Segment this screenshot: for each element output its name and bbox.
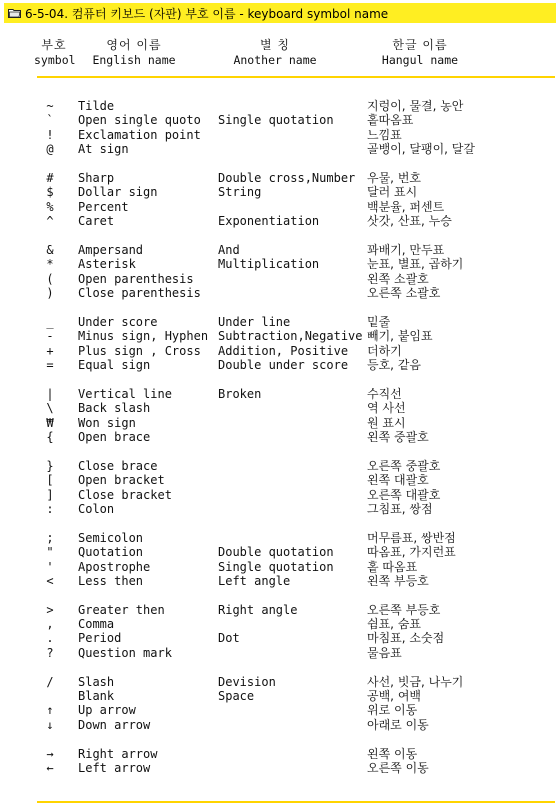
another-name-cell: Dot [218, 631, 240, 646]
symbol-cell: & [46, 242, 54, 257]
english-name-cell: Under score [78, 314, 158, 329]
english-name-cell: Close brace [78, 458, 158, 473]
hangul-name-cell: 오른쪽 소괄호 [367, 286, 441, 301]
another-name-cell: Addition, Positive [218, 343, 349, 358]
hangul-name-cell: 위로 이동 [367, 703, 418, 718]
hangul-name-cell: 오른쪽 부등호 [367, 602, 441, 617]
symbol-cell: ( [46, 271, 54, 286]
symbol-cell: / [46, 674, 54, 689]
hangul-name-cell: 느낌표 [367, 127, 402, 142]
hangul-name-cell: 왼쪽 이동 [367, 746, 418, 761]
header-hangul [370, 38, 470, 68]
table-row [0, 200, 560, 214]
english-name-cell: Semicolon [78, 530, 144, 545]
english-name-cell: Down arrow [78, 717, 151, 732]
hangul-name-cell: 수직선 [367, 386, 402, 401]
hangul-name-cell: 더하기 [367, 343, 402, 358]
table-row [0, 488, 560, 502]
symbol-cell: . [46, 631, 54, 646]
hangul-name-cell: 오른쪽 중괄호 [367, 458, 441, 473]
symbol-cell: [ [46, 473, 54, 488]
symbol-cell: ] [46, 487, 54, 502]
symbol-group [0, 171, 560, 229]
symbol-cell: ↑ [46, 703, 54, 718]
english-name-cell: Blank [78, 689, 115, 704]
another-name-cell: Left angle [218, 573, 291, 588]
header-symbol [34, 38, 74, 68]
symbol-cell: → [46, 746, 54, 761]
symbol-cell: * [46, 257, 54, 272]
table-row [0, 329, 560, 343]
symbol-group [0, 387, 560, 445]
table-row [0, 747, 560, 761]
another-name-cell: Double quotation [218, 545, 334, 560]
another-name-cell: Right angle [218, 602, 298, 617]
hangul-name-cell: 달러 표시 [367, 185, 418, 200]
table-row [0, 128, 560, 142]
english-name-cell: Slash [78, 674, 115, 689]
table-row [0, 142, 560, 156]
another-name-cell: Single quotation [218, 559, 334, 574]
english-name-cell: Won sign [78, 415, 136, 430]
english-name-cell: Apostrophe [78, 559, 151, 574]
another-name-cell: Exponentiation [218, 214, 320, 229]
english-name-cell: Ampersand [78, 242, 144, 257]
symbol-cell: @ [46, 142, 54, 157]
hangul-name-cell: 오른쪽 대괄호 [367, 487, 441, 502]
table-row [0, 502, 560, 516]
symbol-cell: ! [46, 127, 54, 142]
symbol-group [0, 531, 560, 589]
hangul-name-cell: 삿갓, 산표, 누승 [367, 214, 452, 229]
symbol-cell: - [46, 329, 54, 344]
symbol-group [0, 603, 560, 661]
symbol-group [0, 675, 560, 733]
english-name-cell: Open parenthesis [78, 271, 194, 286]
english-name-cell: Comma [78, 617, 115, 632]
another-name-cell: Devision [218, 674, 276, 689]
table-row [0, 718, 560, 732]
hangul-name-cell: 쉼표, 숨표 [367, 617, 421, 632]
folder-icon [8, 8, 21, 18]
symbol-cell: _ [46, 314, 54, 329]
symbol-cell: ₩ [46, 415, 54, 430]
hangul-name-cell: 밑줄 [367, 314, 391, 329]
another-name-cell: Double cross,Number [218, 170, 356, 185]
table-row [0, 171, 560, 185]
another-name-cell: Double under score [218, 358, 349, 373]
english-name-cell: Vertical line [78, 386, 172, 401]
table-row [0, 703, 560, 717]
hangul-name-cell: 왼쪽 대괄호 [367, 473, 429, 488]
hangul-name-cell: 머무름표, 쌍반점 [367, 530, 456, 545]
page-title: 6-5-04. 컴퓨터 키보드 (자판) 부호 이름 - keyboard symbol name [25, 6, 389, 21]
english-name-cell: Up arrow [78, 703, 136, 718]
symbol-cell: > [46, 602, 54, 617]
table-row [0, 574, 560, 588]
hangul-name-cell: 그침표, 쌍점 [367, 501, 433, 516]
symbol-group [0, 315, 560, 373]
another-name-cell: Under line [218, 314, 291, 329]
hangul-name-cell: 오른쪽 이동 [367, 760, 429, 775]
table-row [0, 272, 560, 286]
symbol-cell: ? [46, 645, 54, 660]
header-divider [37, 76, 555, 78]
hangul-name-cell: 홑 따옴표 [367, 559, 418, 574]
table-row [0, 430, 560, 444]
table-row [0, 617, 560, 631]
symbol-cell: ; [46, 530, 54, 545]
another-name-cell: Subtraction,Negative [218, 329, 363, 344]
hangul-name-cell: 지렁이, 물결, 농안 [367, 99, 464, 113]
symbol-cell: $ [46, 185, 54, 200]
symbol-cell: ^ [46, 214, 54, 229]
symbol-cell: : [46, 501, 54, 516]
table-row [0, 358, 560, 372]
symbol-cell: ← [46, 760, 54, 775]
english-name-cell: Dollar sign [78, 185, 158, 200]
table-row [0, 99, 560, 113]
table-row [0, 631, 560, 645]
header-english [84, 38, 184, 68]
hangul-name-cell: 홑따옴표 [367, 113, 414, 128]
english-name-cell: Percent [78, 199, 129, 214]
another-name-cell: Space [218, 689, 255, 704]
english-name-cell: Quotation [78, 545, 144, 560]
table-row [0, 401, 560, 415]
table-row [0, 257, 560, 271]
english-name-cell: Close parenthesis [78, 286, 201, 301]
hangul-name-cell: 마침표, 소숫점 [367, 631, 445, 646]
table-row [0, 344, 560, 358]
table-row [0, 473, 560, 487]
english-name-cell: Minus sign, Hyphen [78, 329, 209, 344]
hangul-name-cell: 꽈배기, 만두표 [367, 242, 445, 257]
symbol-group [0, 459, 560, 517]
table-row [0, 675, 560, 689]
header-english-en: English name [92, 53, 176, 67]
symbol-cell: ` [46, 113, 54, 128]
english-name-cell: Open brace [78, 429, 151, 444]
hangul-name-cell: 왼쪽 중괄호 [367, 429, 429, 444]
hangul-name-cell: 왼쪽 부등호 [367, 573, 429, 588]
symbol-cell: ' [46, 559, 54, 574]
table-row [0, 315, 560, 329]
symbol-cell: = [46, 358, 54, 373]
table-row [0, 243, 560, 257]
header-english-ko: 영어 이름 [106, 38, 162, 52]
english-name-cell: Open bracket [78, 473, 165, 488]
table-row [0, 531, 560, 545]
table-row [0, 689, 560, 703]
hangul-name-cell: 사선, 빗금, 나누기 [367, 674, 464, 689]
symbol-cell: # [46, 170, 54, 185]
english-name-cell: Left arrow [78, 760, 151, 775]
english-name-cell: Colon [78, 501, 115, 516]
english-name-cell: Sharp [78, 170, 115, 185]
hangul-name-cell: 우물, 번호 [367, 170, 421, 185]
header-another-en: Another name [233, 53, 317, 67]
table-row [0, 545, 560, 559]
table-row [0, 416, 560, 430]
header-another-ko: 별 칭 [260, 38, 290, 52]
hangul-name-cell: 따옴표, 가지런표 [367, 545, 456, 560]
hangul-name-cell: 물음표 [367, 645, 402, 660]
symbol-cell: ) [46, 286, 54, 301]
table-row [0, 603, 560, 617]
hangul-name-cell: 골뱅이, 달팽이, 달갈 [367, 142, 475, 157]
table-row [0, 113, 560, 127]
english-name-cell: Open single quoto [78, 113, 201, 128]
english-name-cell: Equal sign [78, 358, 151, 373]
symbol-cell: " [46, 545, 54, 560]
hangul-name-cell: 백분율, 퍼센트 [367, 199, 445, 214]
symbol-cell: ~ [46, 99, 54, 113]
english-name-cell: Period [78, 631, 122, 646]
table-row [0, 286, 560, 300]
symbol-cell: , [46, 617, 54, 632]
another-name-cell: Single quotation [218, 113, 334, 128]
english-name-cell: Asterisk [78, 257, 136, 272]
hangul-name-cell: 공백, 여백 [367, 689, 421, 704]
table-row [0, 214, 560, 228]
footer-divider [37, 801, 555, 803]
hangul-name-cell: 왼쪽 소괄호 [367, 271, 429, 286]
english-name-cell: Greater then [78, 602, 165, 617]
table-row [0, 459, 560, 473]
symbol-cell: ↓ [46, 717, 54, 732]
header-symbol-ko: 부호 [41, 38, 67, 52]
english-name-cell: Close bracket [78, 487, 172, 502]
header-hangul-en: Hangul name [381, 53, 459, 67]
symbol-table [0, 99, 560, 790]
english-name-cell: Caret [78, 214, 115, 229]
table-row [0, 761, 560, 775]
english-name-cell: Exclamation point [78, 127, 201, 142]
english-name-cell: Right arrow [78, 746, 158, 761]
english-name-cell: Less then [78, 573, 144, 588]
english-name-cell: Question mark [78, 645, 172, 660]
english-name-cell: At sign [78, 142, 129, 157]
hangul-name-cell: 아래로 이동 [367, 717, 429, 732]
another-name-cell: String [218, 185, 262, 200]
another-name-cell: And [218, 242, 240, 257]
header-another [225, 38, 325, 68]
english-name-cell: Back slash [78, 401, 151, 416]
hangul-name-cell: 등호, 같음 [367, 358, 421, 373]
hangul-name-cell: 빼기, 붙임표 [367, 329, 433, 344]
symbol-cell: | [46, 386, 54, 401]
another-name-cell: Multiplication [218, 257, 320, 272]
table-row [0, 560, 560, 574]
symbol-group [0, 243, 560, 301]
header-symbol-en: symbol [34, 53, 76, 67]
hangul-name-cell: 원 표시 [367, 415, 406, 430]
english-name-cell: Plus sign , Cross [78, 343, 201, 358]
another-name-cell: Broken [218, 386, 262, 401]
table-row [0, 185, 560, 199]
symbol-cell: + [46, 343, 54, 358]
symbol-cell: % [46, 199, 54, 214]
title-bar [4, 3, 556, 23]
table-row [0, 387, 560, 401]
symbol-cell: \ [46, 401, 54, 416]
symbol-cell: < [46, 573, 54, 588]
table-row [0, 646, 560, 660]
symbol-group [0, 747, 560, 776]
symbol-group [0, 99, 560, 157]
hangul-name-cell: 눈표, 별표, 곱하기 [367, 257, 464, 272]
hangul-name-cell: 역 사선 [367, 401, 406, 416]
symbol-cell: } [46, 458, 54, 473]
symbol-cell: { [46, 429, 54, 444]
english-name-cell: Tilde [78, 99, 115, 113]
header-hangul-ko: 한글 이름 [392, 38, 448, 52]
